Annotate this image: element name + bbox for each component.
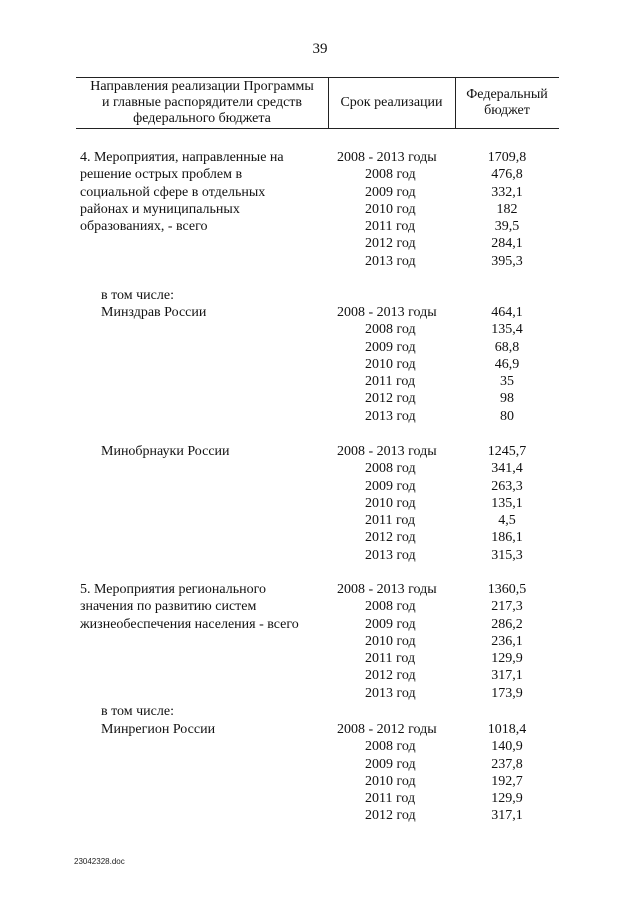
item-4-label <box>80 149 284 235</box>
minobrnauki-periods <box>337 443 437 564</box>
header-budget-line: Федеральный <box>466 87 548 102</box>
period-year: 2008 год <box>365 461 416 477</box>
label-line: социальной сфере в отдельных <box>80 184 266 200</box>
label-line: Минрегион России <box>101 722 216 737</box>
minzdrav-periods <box>337 304 437 425</box>
period-year: 2009 год <box>365 616 416 632</box>
label-line: жизнеобеспечения населения - всего <box>80 616 299 632</box>
period-year: 2011 год <box>365 219 416 234</box>
budget-value: 182 <box>496 201 518 217</box>
budget-value: 286,2 <box>491 616 523 632</box>
item-5-values <box>472 581 542 702</box>
period-total: 2008 - 2013 годы <box>337 582 437 597</box>
period-year: 2012 год <box>365 808 416 824</box>
including-label <box>101 703 174 720</box>
period-year: 2010 год <box>365 495 416 511</box>
budget-value: 4,5 <box>498 513 516 528</box>
period-year: 2010 год <box>365 201 416 217</box>
budget-value: 1709,8 <box>487 150 527 165</box>
period-year: 2013 год <box>365 408 416 424</box>
header-directions-line: федерального бюджета <box>133 111 271 126</box>
budget-value: 317,1 <box>491 668 523 684</box>
period-year: 2008 год <box>365 322 416 338</box>
label-line: решение острых проблем в <box>80 167 243 183</box>
document-filename: 23042328.doc <box>74 857 125 866</box>
budget-value: 35 <box>500 374 514 389</box>
period-year: 2011 год <box>365 791 416 806</box>
item-4-values <box>472 149 542 270</box>
label-line: 4. Мероприятия, направленные на <box>80 150 284 165</box>
period-total: 2008 - 2012 годы <box>337 722 437 737</box>
budget-value: 341,4 <box>491 461 523 477</box>
item-5-label <box>80 581 299 633</box>
label-line: образованиях, - всего <box>80 219 208 234</box>
item-5-periods <box>337 581 437 702</box>
minregion-label <box>101 721 215 738</box>
period-year: 2011 год <box>365 513 416 528</box>
budget-value: 129,9 <box>491 651 523 666</box>
minobrnauki-label <box>101 443 230 460</box>
budget-value: 135,1 <box>491 495 523 511</box>
label-line: в том числе: <box>101 704 174 719</box>
budget-value: 1245,7 <box>487 444 527 459</box>
period-year: 2009 год <box>365 478 416 494</box>
header-period-label: Срок реализации <box>340 95 443 110</box>
budget-value: 317,1 <box>491 808 523 824</box>
label-line: значения по развитию систем <box>80 599 257 615</box>
budget-value: 332,1 <box>491 184 523 200</box>
budget-value: 129,9 <box>491 791 523 806</box>
period-year: 2010 год <box>365 773 416 789</box>
label-line: Минобрнауки России <box>101 444 230 459</box>
label-line: 5. Мероприятия регионального <box>80 582 266 597</box>
table-top-rule <box>76 77 559 78</box>
period-year: 2013 год <box>365 685 416 701</box>
period-year: 2011 год <box>365 651 416 666</box>
budget-value: 98 <box>500 391 514 407</box>
budget-value: 284,1 <box>491 236 523 252</box>
header-budget-line: бюджет <box>484 103 530 118</box>
label-line: в том числе: <box>101 288 174 303</box>
period-year: 2009 год <box>365 339 416 355</box>
budget-value: 173,9 <box>491 685 523 701</box>
budget-value: 237,8 <box>491 756 523 772</box>
budget-value: 80 <box>500 408 514 424</box>
page-number: 39 <box>312 41 328 57</box>
minzdrav-values <box>472 304 542 425</box>
budget-value: 263,3 <box>491 478 523 494</box>
table-header-bottom-rule <box>76 128 559 129</box>
period-year: 2008 год <box>365 739 416 755</box>
budget-value: 395,3 <box>491 253 523 269</box>
period-year: 2012 год <box>365 530 416 546</box>
period-total: 2008 - 2013 годы <box>337 444 437 459</box>
period-year: 2010 год <box>365 633 416 649</box>
budget-value: 315,3 <box>491 547 523 563</box>
budget-value: 140,9 <box>491 739 523 755</box>
header-directions-line: Направления реализации Программы <box>90 79 314 94</box>
period-year: 2008 год <box>365 599 416 615</box>
budget-value: 39,5 <box>494 219 520 234</box>
period-year: 2013 год <box>365 547 416 563</box>
period-year: 2008 год <box>365 167 416 183</box>
budget-value: 68,8 <box>494 339 520 355</box>
label-line: районах и муниципальных <box>80 201 240 217</box>
period-year: 2013 год <box>365 253 416 269</box>
header-period <box>328 80 455 126</box>
budget-value: 46,9 <box>494 356 520 372</box>
header-directions-line: и главные распорядители средств <box>101 95 303 110</box>
period-year: 2012 год <box>365 391 416 407</box>
period-year: 2010 год <box>365 356 416 372</box>
period-year: 2012 год <box>365 668 416 684</box>
minobrnauki-values <box>472 443 542 564</box>
period-year: 2009 год <box>365 756 416 772</box>
budget-value: 217,3 <box>491 599 523 615</box>
period-total: 2008 - 2013 годы <box>337 150 437 165</box>
minzdrav-label <box>101 287 206 322</box>
header-directions <box>76 80 328 126</box>
budget-value: 476,8 <box>491 167 523 183</box>
label-line: Минздрав России <box>101 305 207 321</box>
minregion-periods <box>337 721 437 825</box>
minregion-values <box>472 721 542 825</box>
budget-value: 464,1 <box>491 305 523 320</box>
budget-value: 135,4 <box>491 322 523 338</box>
period-year: 2012 год <box>365 236 416 252</box>
period-year: 2009 год <box>365 184 416 200</box>
header-budget <box>455 80 559 126</box>
budget-value: 1018,4 <box>487 722 527 737</box>
budget-value: 192,7 <box>491 773 523 789</box>
period-year: 2011 год <box>365 374 416 389</box>
budget-value: 236,1 <box>491 633 523 649</box>
item-4-periods <box>337 149 437 270</box>
period-total: 2008 - 2013 годы <box>337 305 437 320</box>
budget-value: 1360,5 <box>487 582 527 597</box>
budget-value: 186,1 <box>491 530 523 546</box>
